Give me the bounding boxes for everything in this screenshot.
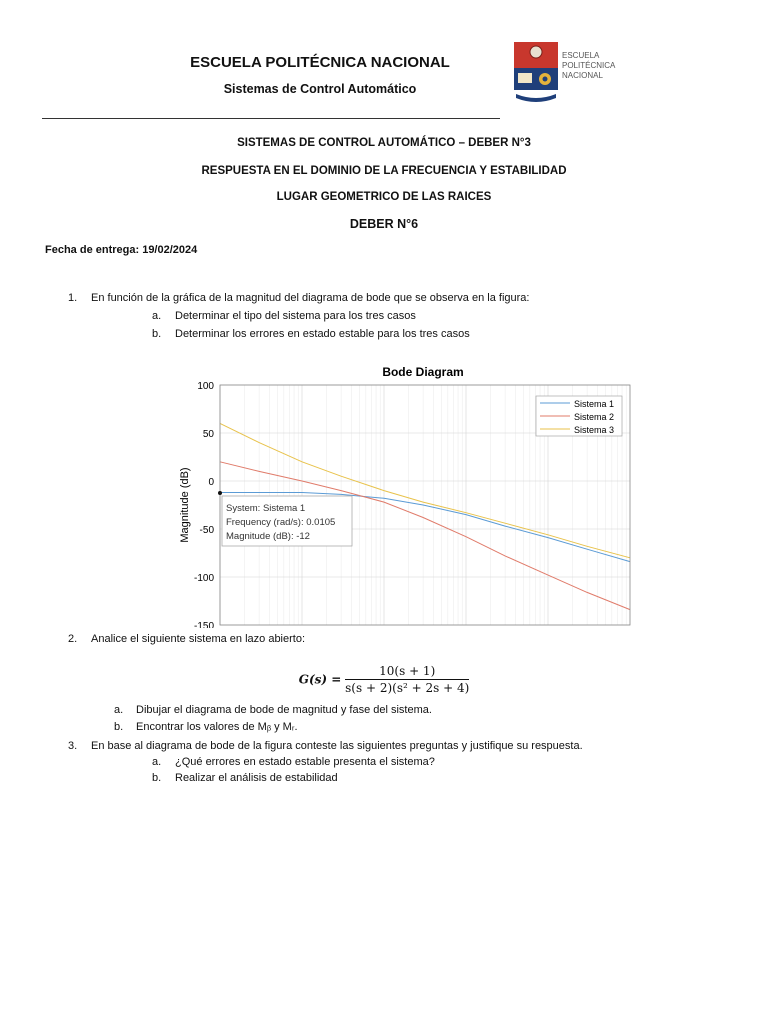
svg-text:ESCUELA: ESCUELA xyxy=(562,51,600,60)
course-name: Sistemas de Control Automático xyxy=(223,82,417,96)
y-tick-label: 100 xyxy=(197,381,214,392)
bode-chart xyxy=(170,360,640,628)
formula-lhs: G(s) = xyxy=(298,672,342,687)
due-date: Fecha de entrega: 19/02/2024 xyxy=(45,244,198,256)
formula-numerator: 10(s + 1) xyxy=(345,664,469,680)
q3b-label: b. xyxy=(152,772,162,784)
q3-number: 3. xyxy=(68,740,78,752)
header-divider xyxy=(42,118,500,119)
q2a-label: a. xyxy=(114,704,124,716)
chart-title: Bode Diagram xyxy=(382,365,464,379)
transfer-function xyxy=(0,664,768,695)
q3a-label: a. xyxy=(152,756,162,768)
q1b-text: Determinar los errores en estado estable para los tres casos xyxy=(175,328,470,340)
bode-chart-svg xyxy=(170,360,640,628)
university-logo xyxy=(512,40,624,106)
chart-datatip xyxy=(218,491,352,546)
q2b-label: b. xyxy=(114,721,124,733)
y-tick-label: -50 xyxy=(199,525,214,536)
q1-number: 1. xyxy=(68,292,78,304)
y-tick-label: -150 xyxy=(193,621,214,628)
q2-text: Analice el siguiente sistema en lazo abierto: xyxy=(91,633,306,645)
institution-name: ESCUELA POLITÉCNICA NACIONAL xyxy=(190,54,450,71)
q2-number: 2. xyxy=(68,633,78,645)
datatip-marker xyxy=(218,491,222,495)
chart-y-ticks xyxy=(194,381,214,628)
formula-fraction xyxy=(345,664,469,695)
q3b-text: Realizar el análisis de estabilidad xyxy=(175,772,338,784)
svg-text:POLITÉCNICA: POLITÉCNICA xyxy=(562,61,616,70)
svg-text:NACIONAL: NACIONAL xyxy=(562,71,603,80)
deber-number: DEBER N°6 xyxy=(349,217,419,231)
datatip-system: System: Sistema 1 xyxy=(226,503,306,514)
y-tick-label: -100 xyxy=(193,573,214,584)
legend-label-sistema-2: Sistema 2 xyxy=(574,412,615,422)
datatip-magnitude: Magnitude (dB): -12 xyxy=(226,531,310,542)
formula-denominator: s(s + 2)(s² + 2s + 4) xyxy=(345,681,470,695)
topic-title-1: RESPUESTA EN EL DOMINIO DE LA FRECUENCIA Y ESTABILIDAD xyxy=(201,165,567,177)
topic-title-2: LUGAR GEOMETRICO DE LAS RAICES xyxy=(276,191,492,203)
q1a-label: a. xyxy=(152,310,162,322)
q1-text: En función de la gráfica de la magnitud del diagrama de bode que se observa en la figura: xyxy=(91,292,530,304)
legend-label-sistema-1: Sistema 1 xyxy=(574,399,615,409)
assignment-title: SISTEMAS DE CONTROL AUTOMÁTICO – DEBER N°3 xyxy=(237,137,531,149)
q2a-text: Dibujar el diagrama de bode de magnitud y fase del sistema. xyxy=(136,704,432,716)
q1b-label: b. xyxy=(152,328,162,340)
y-tick-label: 0 xyxy=(208,477,214,488)
datatip-frequency: Frequency (rad/s): 0.0105 xyxy=(226,517,336,528)
y-tick-label: 50 xyxy=(202,429,214,440)
q3a-text: ¿Qué errores en estado estable presenta el sistema? xyxy=(175,756,435,768)
q1a-text: Determinar el tipo del sistema para los tres casos xyxy=(175,310,416,322)
q3-text: En base al diagrama de bode de la figura conteste las siguientes preguntas y justifique su respuesta. xyxy=(91,740,583,752)
chart-legend xyxy=(536,396,622,436)
q2b-text: Encontrar los valores de Mᵦ y Mᵣ. xyxy=(136,721,298,733)
chart-ylabel: Magnitude (dB) xyxy=(179,467,191,543)
legend-label-sistema-3: Sistema 3 xyxy=(574,425,615,435)
